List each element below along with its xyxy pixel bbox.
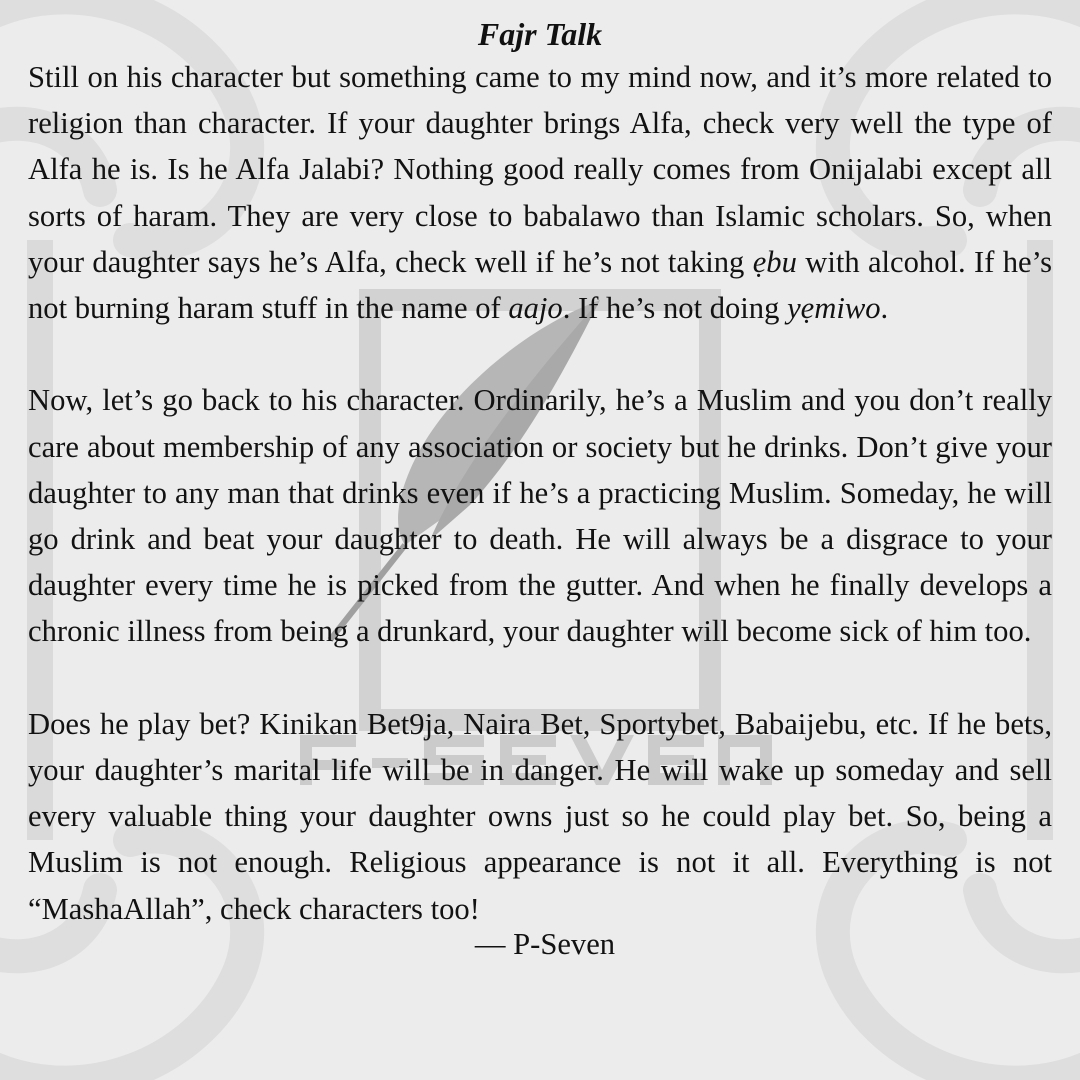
paragraph-3	[28, 701, 1052, 932]
text-run: Now, let’s go back to his character. Ordinarily, he’s a Muslim and you don’t really care about membership of any association or society but he drinks. Don’t give your daughter to any man that drinks even if he’s a practicing Muslim. Someday, he will go drink and beat your daughter to death. He will always be a disgrace to your daughter every time he is picked from the gutter. And when he finally develops a chronic illness from being a drunkard, your daughter will become sick of him too.	[28, 383, 1052, 649]
italic-term: ẹbu	[752, 244, 797, 279]
text-run: Does he play bet? Kinikan Bet9ja, Naira Bet, Sportybet, Babaijebu, etc. If he bets, your daughter’s marital life will be in danger. He will wake up someday and sell every valuable thing your daughter owns just so he could play bet. So, being a Muslim is not enough. Religious appearance is not it all. Everything is not “MashaAllah”, check characters too!	[28, 706, 1052, 926]
text-run: Still on his character but something came to my mind now, and it’s more related to religion than character. If your daughter brings Alfa, check very well the type of Alfa he is. Is he Alfa Jalabi? Nothing good really comes from Onijalabi except all sorts of haram. They are very close to babalawo than Islamic scholars. So, when your daughter says he’s Alfa, check well if he’s not taking	[28, 60, 1052, 279]
article	[28, 0, 1052, 964]
paragraph-1	[28, 54, 1052, 331]
signature: — P-Seven	[474, 926, 616, 961]
text-run: with alcohol. If he’s not burning haram stuff in the name of	[28, 244, 1052, 326]
paragraph-2	[28, 377, 1052, 654]
italic-term: aajo	[508, 291, 563, 326]
text-run: .	[880, 291, 889, 326]
article-body	[28, 54, 1052, 932]
italic-term: yẹmiwo	[787, 291, 881, 326]
text-run: . If he’s not doing	[562, 291, 788, 326]
page-title: Fajr Talk	[477, 16, 603, 52]
